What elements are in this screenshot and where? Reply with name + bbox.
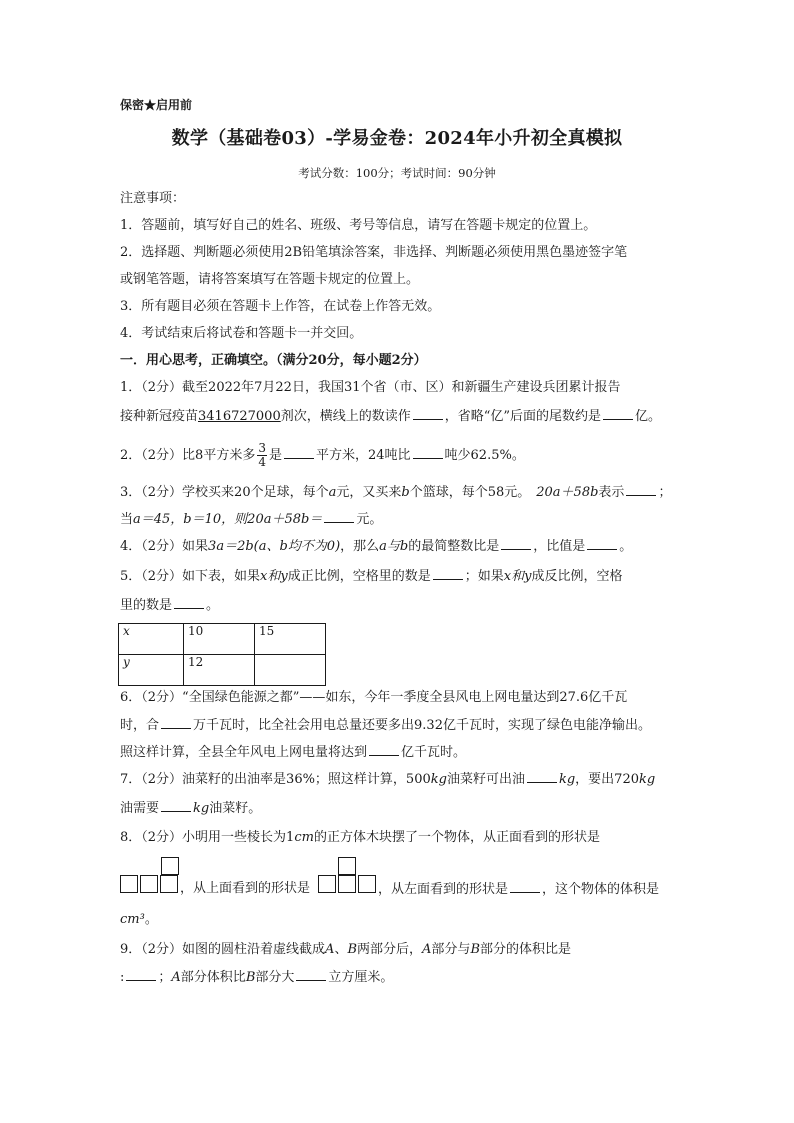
cube-square <box>140 875 158 893</box>
front-view-figure <box>120 857 180 895</box>
answer-blank[interactable] <box>413 406 443 420</box>
q3-line1: 3．（2分）学校买来20个足球，每个a元，又买来b个篮球，每个58元。 20a＋58b表示 ； <box>120 482 671 503</box>
table-row <box>119 624 326 655</box>
q3-line2: 当a＝45，b＝10，则20a＋58b＝ 元。 <box>120 509 382 530</box>
q7-line2: 油需要 kg油菜籽。 <box>120 798 261 819</box>
fraction: $\frac{3}{4}$ <box>258 441 266 469</box>
cube-square <box>358 875 376 893</box>
answer-blank[interactable] <box>603 406 633 420</box>
note-item: 2．选择题、判断题必须使用2B铅笔填涂答案，非选择、判断题必须使用黑色墨迹签字笔 <box>120 245 628 260</box>
q6-line1: 6．（2分）“全国绿色能源之都”——如东，今年一季度全县风电上网电量达到27.6亿千瓦 <box>120 690 628 705</box>
cube-square <box>318 875 336 893</box>
exam-meta: 考试分数：100分；考试时间：90分钟 <box>298 166 496 180</box>
q7-line1: 7．（2分）油菜籽的出油率是36%；照这样计算，500kg油菜籽可出油 kg，要出720kg <box>120 769 655 790</box>
cube-square <box>338 875 356 893</box>
note-item: 或钢笔答题，请将答案填写在答题卡规定的位置上。 <box>120 272 420 287</box>
q6-line2: 时，合 万千瓦时，比全社会用电总量还要多出9.32亿千瓦时，实现了绿色电能净输出。 <box>120 715 651 736</box>
q9-line1: 9．（2分）如图的圆柱沿着虚线截成A、B两部分后，A部分与B部分的体积比是 <box>120 942 572 957</box>
answer-blank[interactable] <box>413 445 443 459</box>
proportion-table <box>118 623 326 686</box>
q2-line: 2．（2分）比8平方米多 $\frac{3}{4}$ 是 平方米，24吨比 吨少62.5%。 <box>120 441 525 469</box>
cube-square <box>338 857 356 875</box>
answer-blank[interactable] <box>126 967 156 981</box>
q8-line2b: ，从左面看到的形状是 ，这个物体的体积是 <box>378 879 659 900</box>
answer-blank[interactable] <box>174 595 204 609</box>
q6-line3: 照这样计算，全县全年风电上网电量将达到 亿千瓦时。 <box>120 742 466 763</box>
cube-square <box>161 857 179 875</box>
table-cell-blank[interactable] <box>255 655 326 686</box>
q8-line3: cm³。 <box>120 912 158 927</box>
answer-blank[interactable] <box>284 445 314 459</box>
q8-line2a: ，从上面看到的形状是 <box>180 881 311 896</box>
vaccine-number: 3416727000 <box>198 409 281 424</box>
q5-line2: 里的数是 。 <box>120 595 219 616</box>
page-title: 数学（基础卷03）-学易金卷：2024年小升初全真模拟 <box>171 128 623 149</box>
answer-blank[interactable] <box>510 879 540 893</box>
answer-blank[interactable] <box>324 509 354 523</box>
section-heading: 一．用心思考，正确填空。（满分20分，每小题2分） <box>120 353 427 368</box>
answer-blank[interactable] <box>527 769 557 783</box>
cube-square <box>160 875 178 893</box>
answer-blank[interactable] <box>501 536 531 550</box>
table-cell: y <box>119 655 184 686</box>
answer-blank[interactable] <box>369 742 399 756</box>
table-cell: x <box>119 624 184 655</box>
note-item: 1．答题前，填写好自己的姓名、班级、考号等信息，请写在答题卡规定的位置上。 <box>120 218 597 233</box>
table-cell: 15 <box>255 624 326 655</box>
top-view-figure <box>318 857 378 895</box>
q8-line1: 8．（2分）小明用一些棱长为1cm的正方体木块摆了一个物体，从正面看到的形状是 <box>120 830 600 845</box>
table-row <box>119 655 326 686</box>
answer-blank[interactable] <box>161 715 191 729</box>
answer-blank[interactable] <box>296 967 326 981</box>
answer-blank[interactable] <box>433 566 463 580</box>
q9-line2: : ；A部分体积比B部分大 立方厘米。 <box>120 967 393 988</box>
note-item: 4．考试结束后将试卷和答题卡一并交回。 <box>120 326 363 341</box>
notes-heading: 注意事项： <box>120 191 186 206</box>
table-cell: 10 <box>184 624 255 655</box>
q1-line2: 接种新冠疫苗3416727000剂次，横线上的数读作 ，省略“亿”后面的尾数约是 亿。 <box>120 406 661 427</box>
q4-line: 4．（2分）如果3a＝2b(a、b均不为0)，那么a与b的最简整数比是 ，比值是 。 <box>120 536 632 557</box>
q1-line1: 1．（2分）截至2022年7月22日，我国31个省（市、区）和新疆生产建设兵团累计报告 <box>120 380 621 395</box>
answer-blank[interactable] <box>626 482 656 496</box>
confidential-label: 保密★启用前 <box>120 98 193 112</box>
note-item: 3．所有题目必须在答题卡上作答，在试卷上作答无效。 <box>120 299 441 314</box>
table-cell: 12 <box>184 655 255 686</box>
q5-line1: 5．（2分）如下表，如果x和y成正比例，空格里的数是 ；如果x和y成反比例，空格 <box>120 566 622 587</box>
cube-square <box>120 875 138 893</box>
answer-blank[interactable] <box>587 536 617 550</box>
answer-blank[interactable] <box>161 798 191 812</box>
